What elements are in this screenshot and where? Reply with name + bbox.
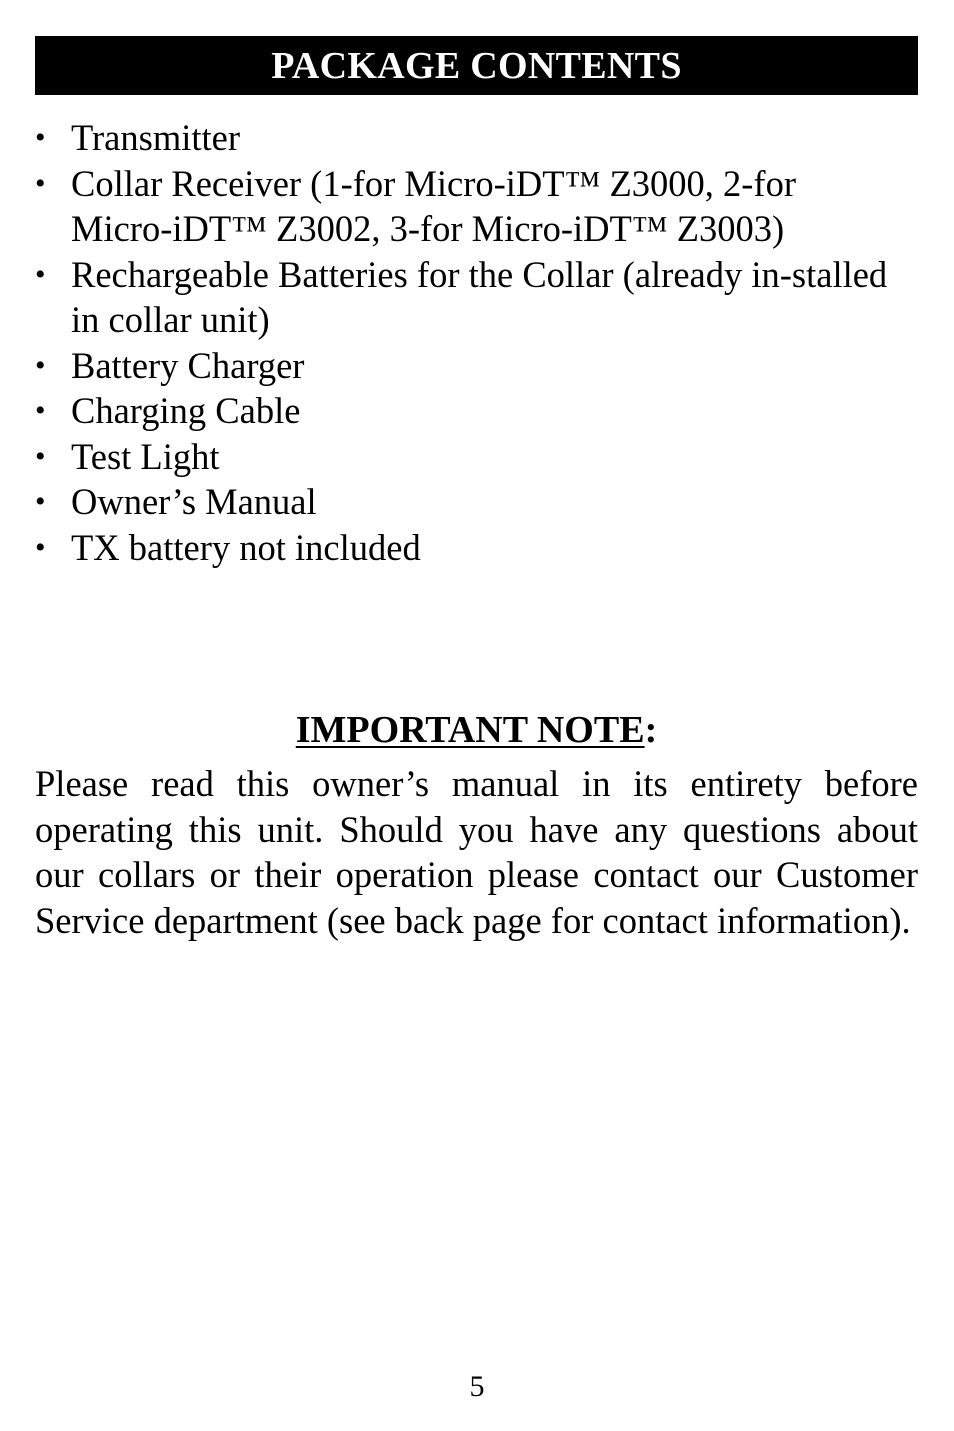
list-item: [35, 388, 895, 434]
page-number: 5: [469, 1370, 485, 1403]
bullet-icon: •: [35, 348, 46, 382]
section-title: PACKAGE CONTENTS: [271, 44, 682, 87]
list-item-text: Collar Receiver (1-for Micro-iDT™ Z3000, 2-for Micro-iDT™ Z3002, 3-for Micro-iDT™ Z3003): [71, 162, 796, 249]
list-item: [35, 115, 895, 161]
package-contents-list: [35, 115, 895, 570]
bullet-icon: •: [35, 530, 46, 564]
list-item: [35, 434, 895, 480]
list-item-text: Battery Charger: [71, 344, 305, 386]
list-item-text: Rechargeable Batteries for the Collar (already in-stalled in collar unit): [71, 253, 888, 340]
list-item-text: Transmitter: [71, 117, 240, 158]
bullet-icon: •: [35, 394, 46, 427]
important-note-colon: :: [644, 709, 658, 751]
list-item: [35, 161, 895, 252]
important-note-title: IMPORTANT NOTE: [295, 709, 645, 751]
list-item-text: Test Light: [71, 435, 220, 477]
bullet-icon: •: [35, 485, 46, 518]
list-item-text: TX battery not included: [71, 526, 421, 568]
list-item: [35, 479, 895, 525]
bullet-icon: •: [35, 166, 46, 200]
list-item-text: Owner’s Manual: [71, 481, 317, 522]
important-note-heading: [35, 706, 918, 754]
bullet-icon: •: [35, 257, 46, 291]
list-item: [35, 343, 895, 389]
list-item: [35, 252, 895, 343]
important-note-body: Please read this owner’s manual in its entirety before operating this unit. Should you have any questions about our collars or their operation please contact our Customer Service department (see back page for contact information).: [35, 763, 918, 941]
list-item-text: Charging Cable: [71, 390, 301, 431]
list-item: [35, 525, 895, 571]
bullet-icon: •: [35, 439, 46, 473]
bullet-icon: •: [35, 121, 46, 154]
section-header: [35, 36, 918, 95]
